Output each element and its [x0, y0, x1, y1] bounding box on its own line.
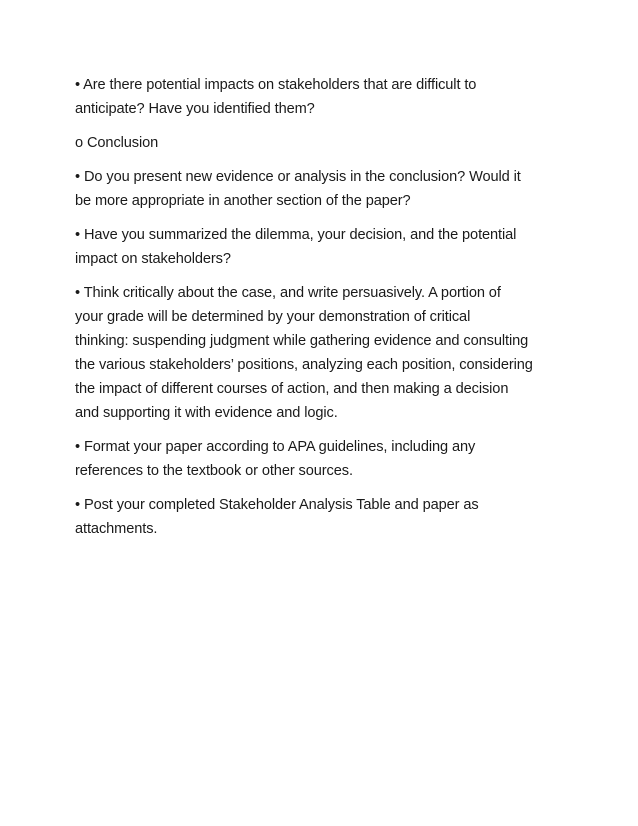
text-line: be more appropriate in another section of the paper? — [75, 193, 411, 209]
bullet-stakeholder-impacts — [75, 73, 565, 121]
text-line: • Have you summarized the dilemma, your decision, and the potential — [75, 227, 517, 243]
bullet-apa-format — [75, 435, 565, 483]
text-line: your grade will be determined by your demonstration of critical — [75, 309, 471, 325]
document-body — [75, 73, 565, 551]
text-line: anticipate? Have you identified them? — [75, 101, 315, 117]
text-line: and supporting it with evidence and logic. — [75, 405, 338, 421]
bullet-new-evidence — [75, 165, 565, 213]
bullet-summarized-dilemma — [75, 223, 565, 271]
bullet-post-attachments — [75, 493, 565, 541]
text-line: • Format your paper according to APA guidelines, including any — [75, 439, 476, 455]
text-line: • Post your completed Stakeholder Analysis Table and paper as — [75, 497, 479, 513]
bullet-think-critically — [75, 281, 565, 425]
text-line: • Are there potential impacts on stakeholders that are difficult to — [75, 77, 477, 93]
text-line: the impact of different courses of action, and then making a decision — [75, 381, 509, 397]
text-line: • Do you present new evidence or analysis in the conclusion? Would it — [75, 169, 521, 185]
text-line: thinking: suspending judgment while gathering evidence and consulting — [75, 333, 529, 349]
text-line: the various stakeholders’ positions, analyzing each position, considering — [75, 357, 533, 373]
text-line: o Conclusion — [75, 135, 159, 151]
text-line: references to the textbook or other sources. — [75, 463, 353, 479]
text-line: • Think critically about the case, and write persuasively. A portion of — [75, 285, 501, 301]
text-line: impact on stakeholders? — [75, 251, 231, 267]
section-heading-conclusion — [75, 131, 565, 155]
text-line: attachments. — [75, 521, 158, 537]
